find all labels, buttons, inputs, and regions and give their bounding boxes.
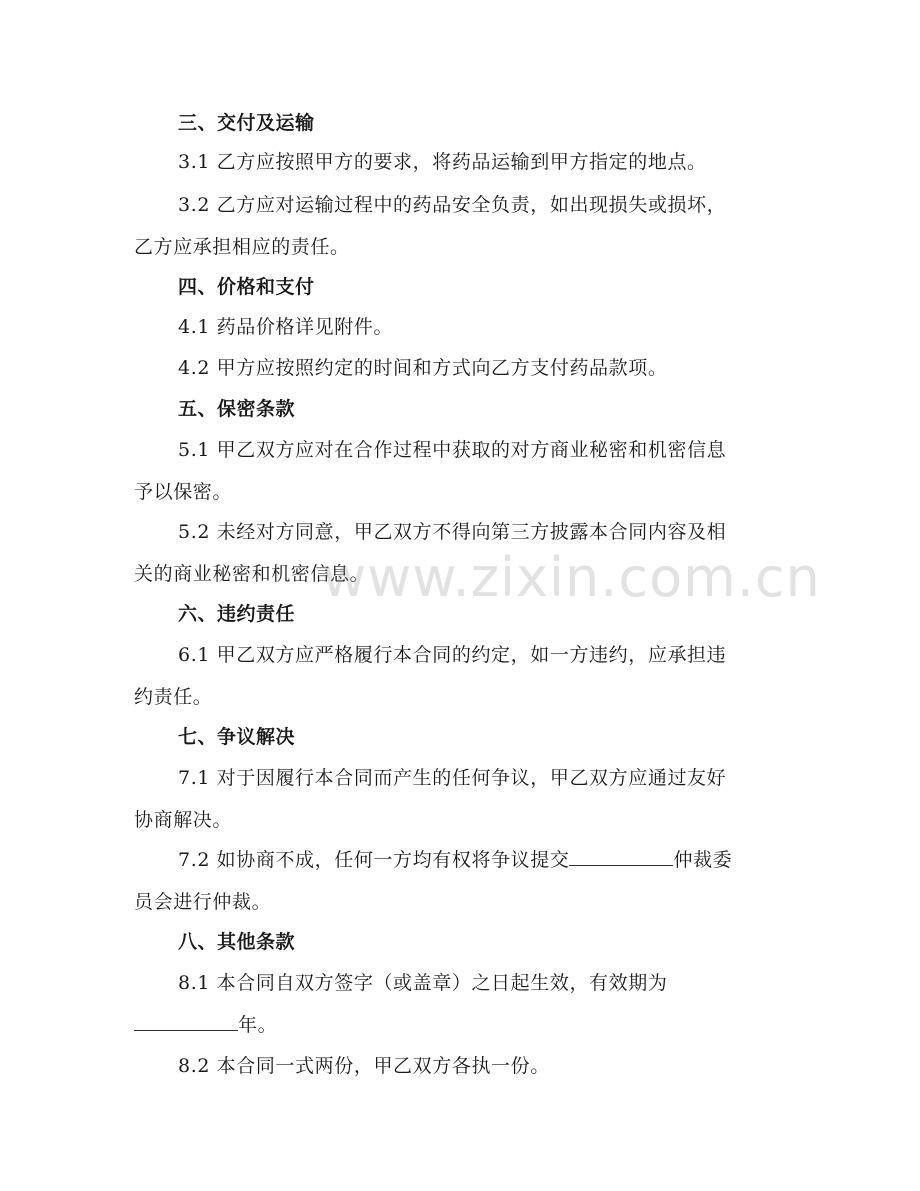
section-5-title: 五、保密条款	[178, 398, 296, 420]
clause-4-2: 4.2 甲方应按照约定的时间和方式向乙方支付药品款项。	[178, 357, 668, 379]
clause-6-1-line-2: 约责任。	[134, 686, 213, 708]
section-3-title: 三、交付及运输	[178, 112, 315, 134]
clause-8-1-line-1: 8.1 本合同自双方签字（或盖章）之日起生效，有效期为	[178, 972, 668, 994]
section-8-title: 八、其他条款	[178, 931, 296, 953]
clause-5-1-line-1: 5.1 甲乙双方应对在合作过程中获取的对方商业秘密和机密信息	[178, 439, 727, 461]
clause-7-2-text-a: 7.2 如协商不成，任何一方均有权将争议提交	[178, 849, 570, 871]
clause-7-2-text-b: 仲裁委	[673, 849, 733, 871]
clause-3-2-line-1: 3.2 乙方应对运输过程中的药品安全负责，如出现损失或损坏，	[178, 194, 727, 216]
clause-5-2-line-2: 关的商业秘密和机密信息。	[134, 563, 370, 585]
clause-8-1-text-b: 年。	[238, 1014, 278, 1036]
arbitration-blank[interactable]	[569, 847, 673, 866]
validity-period-blank[interactable]	[134, 1012, 238, 1031]
clause-7-2-line-2: 员会进行仲裁。	[134, 891, 272, 913]
section-7-title: 七、争议解决	[178, 726, 296, 748]
section-6-title: 六、违约责任	[178, 603, 296, 625]
clause-7-2-line-1	[178, 847, 732, 873]
clause-7-1-line-1: 7.1 对于因履行本合同而产生的任何争议，甲乙双方应通过友好	[178, 767, 727, 789]
clause-5-1-line-2: 予以保密。	[134, 481, 233, 503]
watermark: www.zixin.com.cn	[322, 546, 821, 609]
clause-7-1-line-2: 协商解决。	[134, 809, 233, 831]
clause-3-2-line-2: 乙方应承担相应的责任。	[134, 236, 350, 258]
section-4-title: 四、价格和支付	[178, 276, 315, 298]
clause-5-2-line-1: 5.2 未经对方同意，甲乙双方不得向第三方披露本合同内容及相	[178, 521, 727, 543]
clause-8-2: 8.2 本合同一式两份，甲乙双方各执一份。	[178, 1055, 550, 1077]
clause-4-1: 4.1 药品价格详见附件。	[178, 316, 394, 338]
clause-3-1: 3.1 乙方应按照甲方的要求，将药品运输到甲方指定的地点。	[178, 151, 707, 173]
clause-6-1-line-1: 6.1 甲乙双方应严格履行本合同的约定，如一方违约，应承担违	[178, 644, 727, 666]
clause-8-1-line-2	[134, 1012, 277, 1038]
